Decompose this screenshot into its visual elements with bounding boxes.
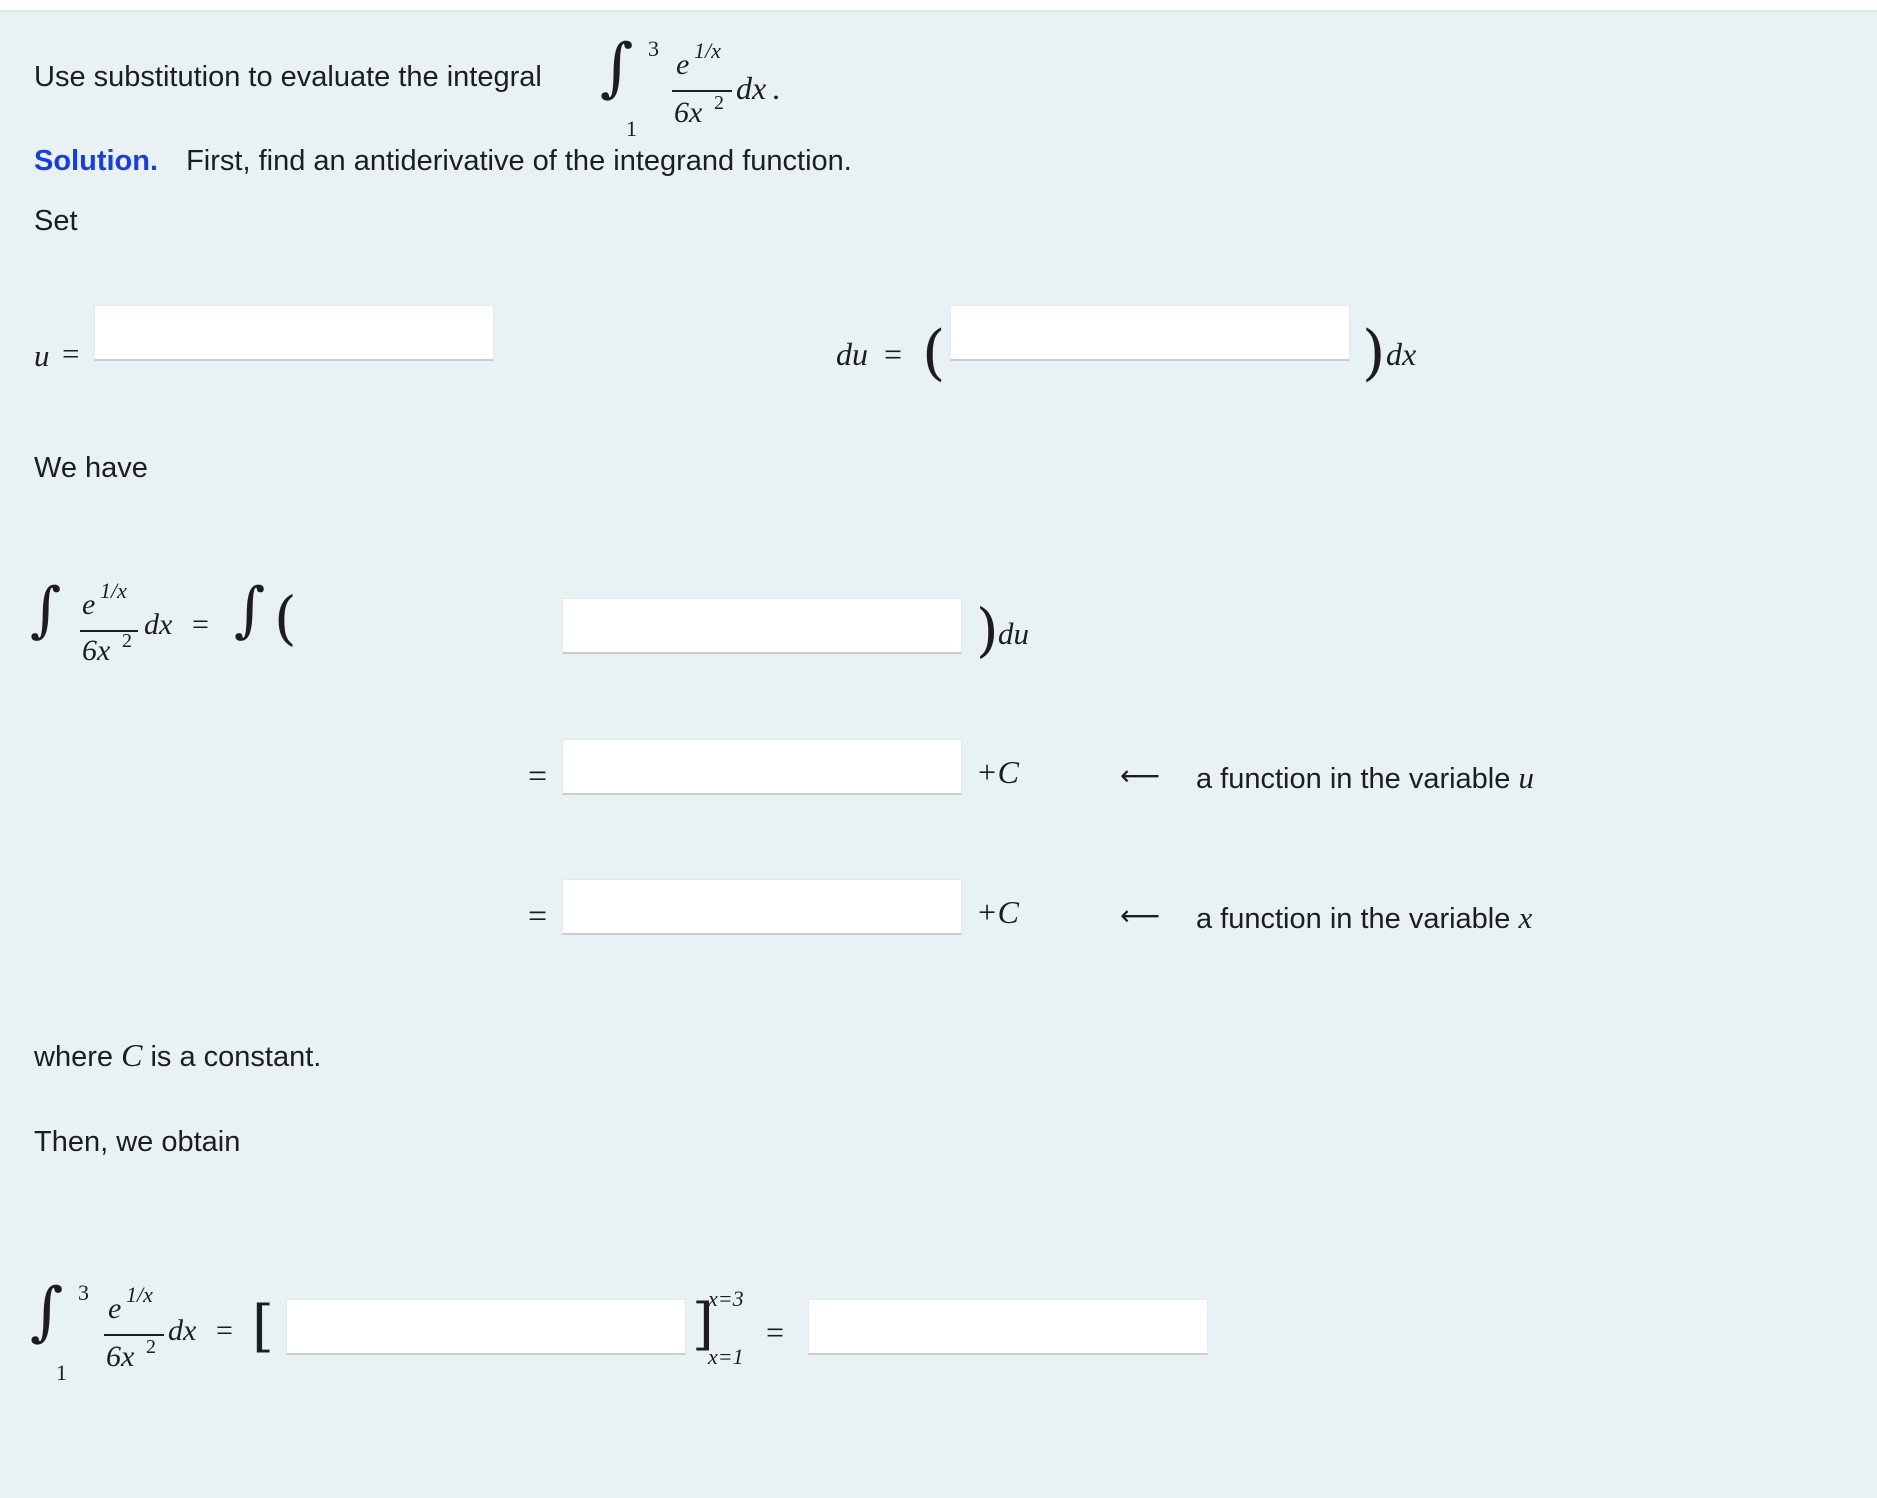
indef-integral-sign-2: ∫ (234, 575, 266, 645)
u-label: u (34, 338, 50, 373)
indef-equals: = (192, 608, 209, 641)
then-text: Then, we obtain (34, 1126, 241, 1158)
left-arrow-icon: ⟵ (1120, 759, 1161, 792)
definite-integral (30, 1272, 290, 1385)
denominator-exp: 2 (714, 92, 724, 114)
final-value-input[interactable] (808, 1299, 1208, 1355)
def-numerator-exp: 1/x (126, 1282, 153, 1307)
problem-prompt: Use substitution to evaluate the integral (34, 61, 542, 93)
def-numerator-base: e (108, 1292, 122, 1325)
indef-numerator-exp: 1/x (100, 578, 127, 603)
integrand-du: du (998, 616, 1029, 651)
du-input[interactable] (950, 305, 1350, 361)
note-x (1196, 900, 1532, 936)
eval-upper: x=3 (708, 1286, 744, 1311)
integrand-u-input[interactable] (562, 598, 962, 654)
indef-integral-sign: ∫ (30, 575, 62, 645)
where-suffix: is a constant. (150, 1041, 322, 1073)
problem-integral (600, 28, 800, 141)
indef-open-paren: ( (274, 584, 297, 652)
we-have: We have (34, 452, 148, 484)
def-equals: = (216, 1314, 233, 1347)
def-denominator-exp: 2 (146, 1336, 156, 1358)
numerator-base: e (676, 48, 690, 81)
indef-differential: dx (144, 608, 173, 641)
upper-limit: 3 (648, 36, 659, 61)
solution-intro: First, find an antiderivative of the integrand function. (186, 145, 852, 177)
u-input[interactable] (94, 305, 494, 361)
period: . (772, 70, 780, 106)
where-var: C (121, 1037, 143, 1073)
integrand-close-paren: ) (976, 596, 999, 664)
constant-note (34, 1037, 321, 1074)
indef-denominator: 6x (82, 634, 111, 667)
integral-sign: ∫ (600, 31, 634, 105)
du-close-paren: ) (1362, 318, 1386, 388)
left-arrow-icon: ⟵ (1120, 899, 1161, 932)
lower-limit: 1 (626, 116, 637, 141)
indefinite-integral (30, 572, 330, 682)
solution-label: Solution. (34, 145, 159, 177)
indef-numerator-base: e (82, 588, 96, 621)
bracket-expr-input[interactable] (286, 1299, 686, 1355)
du-equals: = (884, 336, 903, 372)
note-u-var: u (1518, 760, 1534, 795)
antiderivative-u-equals: = (528, 758, 548, 795)
def-denominator: 6x (106, 1340, 135, 1373)
numerator-exp: 1/x (694, 38, 721, 63)
solution-line (34, 145, 852, 178)
def-upper-limit: 3 (78, 1280, 89, 1305)
antiderivative-x-input[interactable] (562, 879, 962, 935)
du-dx: dx (1386, 336, 1417, 372)
plus-c-x: +C (976, 894, 1019, 930)
set-label: Set (34, 205, 78, 237)
antiderivative-x-equals: = (528, 898, 548, 935)
antiderivative-u-input[interactable] (562, 739, 962, 795)
denominator: 6x (674, 96, 703, 129)
def-open-bracket: [ (252, 1294, 274, 1359)
note-u (1196, 760, 1534, 796)
du-open-paren: ( (922, 318, 946, 388)
plus-c-u: +C (976, 754, 1019, 790)
note-x-var: x (1518, 900, 1533, 935)
note-u-text: a function in the variable (1196, 763, 1511, 795)
u-equals: = (62, 336, 80, 371)
du-label: du (836, 336, 868, 372)
problem-panel (0, 10, 1877, 1498)
def-differential: dx (168, 1314, 197, 1347)
final-equals: = (766, 1314, 785, 1350)
differential: dx (736, 70, 767, 106)
where-prefix: where (34, 1041, 113, 1073)
def-integral-sign: ∫ (30, 1275, 64, 1349)
def-lower-limit: 1 (56, 1360, 67, 1385)
eval-lower: x=1 (708, 1344, 744, 1369)
indef-denominator-exp: 2 (122, 630, 132, 652)
def-close-bracket: ] (692, 1292, 714, 1357)
note-x-text: a function in the variable (1196, 903, 1511, 935)
